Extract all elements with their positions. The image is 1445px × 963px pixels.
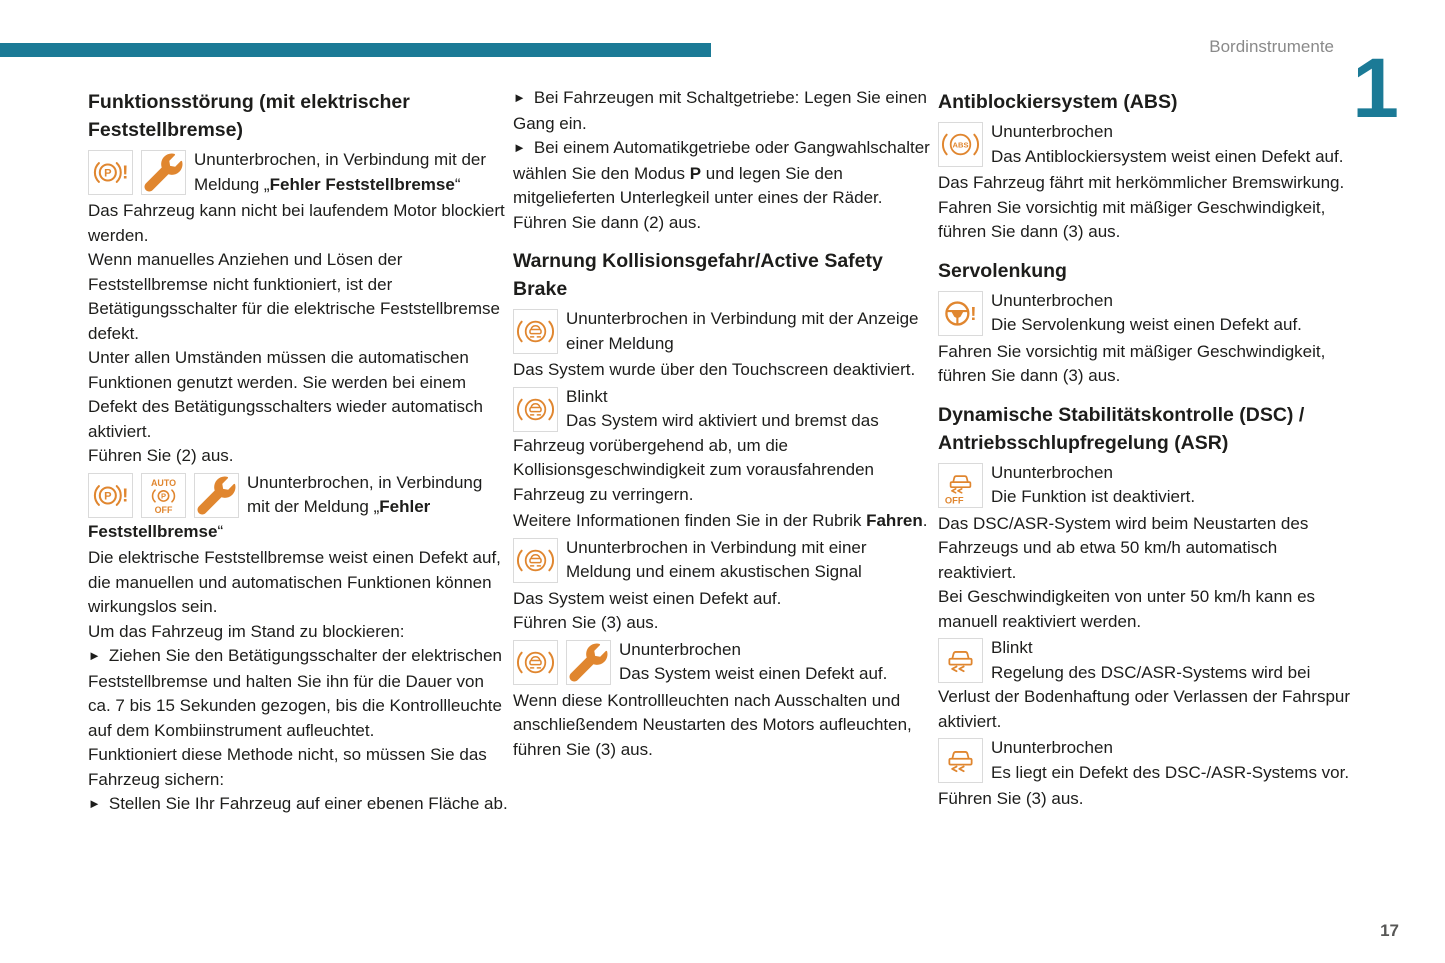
section-heading: Dynamische Stabilitätskontrolle (DSC) / Antriebsschlupfregelung (ASR): [938, 403, 1305, 454]
bullet-marker: ►: [513, 140, 526, 155]
indicator-row: [513, 638, 934, 687]
paragraph: [513, 136, 934, 211]
paragraph-text: Weitere Informationen finden Sie in der Rubrik Fahren.: [513, 511, 928, 530]
wrench-icon: [141, 150, 186, 195]
paragraph: [938, 340, 1359, 389]
bullet-marker: ►: [513, 90, 526, 105]
bullet-marker: ►: [88, 796, 101, 811]
esc-icon: [938, 638, 983, 683]
indicator-text: Es liegt ein Defekt des DSC-/ASR-Systems vor.: [991, 762, 1350, 782]
paragraph: [513, 211, 934, 236]
svg-text:!: !: [970, 302, 977, 324]
indicator-text: Das System wird aktiviert und bremst das Fahrzeug vorübergehend ab, um die Kollisionsgeschwindigkeit zum vorausfahrenden Fahrzeug zu verringern.: [513, 411, 879, 504]
abs-icon: [938, 122, 983, 167]
svg-text:ABS: ABS: [952, 140, 969, 150]
indicator-text: Das Antiblockiersystem weist einen Defekt auf.: [991, 146, 1344, 166]
indicator-status: Ununterbrochen: [991, 462, 1113, 482]
indicator-text: Die Servolenkung weist einen Defekt auf.: [991, 315, 1302, 334]
paragraph-text: Das DSC/ASR-System wird beim Neustarten des Fahrzeugs und ab etwa 50 km/h automatisch reaktiviert.: [938, 513, 1309, 582]
section-heading: Funktionsstörung (mit elektrischer Feststellbremse): [88, 91, 410, 141]
indicator-row: [88, 148, 509, 197]
indicator-row: [513, 307, 934, 356]
paragraph: [938, 787, 1359, 812]
paragraph: [513, 587, 934, 612]
svg-text:P: P: [104, 489, 112, 502]
paragraph: [88, 792, 509, 818]
indicator-text: Regelung des DSC/ASR-Systems wird bei Verlust der Bodenhaftung oder Verlassen der Fahrspur aktiviert.: [938, 662, 1351, 731]
indicator-status: Blinkt: [566, 386, 608, 406]
indicator-row: [938, 636, 1359, 734]
paragraph-text: Bei Fahrzeugen mit Schaltgetriebe: Legen Sie einen Gang ein.: [513, 88, 928, 133]
paragraph-text: Bei einem Automatikgetriebe oder Gangwahlschalter wählen Sie den Modus P und legen Sie den mitgelieferten Unterlegkeil unter eines der Räder.: [513, 138, 930, 207]
indicator-row: [938, 120, 1359, 169]
section-heading: Servolenkung: [938, 259, 1067, 282]
bullet-marker: ►: [88, 648, 101, 663]
paragraph-text: Das Fahrzeug fährt mit herkömmlicher Bremswirkung.: [938, 173, 1345, 192]
paragraph: [513, 358, 934, 383]
paragraph-text: Führen Sie (2) aus.: [88, 446, 234, 465]
paragraph-text: Wenn diese Kontrollleuchten nach Ausschalten und anschließendem Neustarten des Motors aufleuchten, führen Sie (3) aus.: [513, 690, 912, 759]
paragraph-text: Die elektrische Feststellbremse weist einen Defekt auf, die manuellen und automatischen Funktionen können wirkungslos sein.: [88, 548, 501, 616]
wrench-icon: [566, 640, 611, 685]
indicator-text: Ununterbrochen in Verbindung mit einer Meldung und einem akustischen Signal: [566, 537, 867, 581]
svg-text:OFF: OFF: [154, 504, 173, 515]
paragraph: [88, 199, 509, 248]
indicator-row: [513, 536, 934, 585]
svg-text:AUTO: AUTO: [150, 477, 177, 488]
active-safety-brake-icon: [513, 538, 558, 583]
paragraph: [88, 444, 509, 469]
indicator-status: Ununterbrochen: [991, 290, 1113, 310]
svg-text:!: !: [122, 484, 129, 506]
paragraph: [938, 196, 1359, 245]
esc-off-icon: [938, 463, 983, 508]
paragraph: [88, 546, 509, 620]
indicator-row: [938, 289, 1359, 338]
active-safety-brake-icon: [513, 640, 558, 685]
indicator-text: Das System weist einen Defekt auf.: [619, 664, 888, 683]
paragraph-text: Wenn manuelles Anziehen und Lösen der Feststellbremse nicht funktioniert, ist der Betätigungsschalter für die elektrische Feststellbremse defekt.: [88, 250, 500, 343]
paragraph-text: Funktioniert diese Methode nicht, so müssen Sie das Fahrzeug sichern:: [88, 745, 487, 789]
paragraph: [938, 585, 1359, 634]
column-2: [513, 86, 934, 818]
column-1: [88, 86, 509, 818]
paragraph-text: Das System weist einen Defekt auf.: [513, 588, 782, 608]
paragraph-text: Das Fahrzeug kann nicht bei laufendem Motor blockiert werden.: [88, 201, 505, 245]
auto-park-off-icon: [141, 473, 186, 518]
paragraph: [513, 86, 934, 136]
paragraph-text: Führen Sie (3) aus.: [513, 613, 659, 632]
paragraph: [88, 644, 509, 743]
top-accent-bar: [0, 43, 711, 57]
indicator-text: Die Funktion ist deaktiviert.: [991, 487, 1196, 506]
page-number: 17: [1380, 921, 1399, 940]
section-label: Bordinstrumente: [1209, 37, 1334, 56]
indicator-row: [88, 471, 509, 545]
paragraph: [513, 509, 934, 534]
paragraph-text: Stellen Sie Ihr Fahrzeug auf einer ebenen Fläche ab.: [108, 794, 508, 813]
parking-brake-fault-icon: [88, 473, 133, 518]
indicator-row: [938, 461, 1359, 510]
svg-text:OFF: OFF: [944, 494, 964, 505]
indicator-status: Ununterbrochen: [991, 738, 1113, 757]
indicator-status: Ununterbrochen: [619, 639, 741, 659]
paragraph-text: Führen Sie (3) aus.: [938, 789, 1084, 808]
paragraph: [88, 248, 509, 346]
paragraph-text: Bei Geschwindigkeiten von unter 50 km/h kann es manuell reaktiviert werden.: [938, 587, 1316, 631]
svg-text:P: P: [104, 167, 112, 180]
indicator-text: Ununterbrochen in Verbindung mit der Anzeige einer Meldung: [566, 309, 919, 353]
power-steering-icon: [938, 291, 983, 336]
column-3: [938, 86, 1359, 818]
chapter-number: 1: [1352, 41, 1399, 135]
paragraph-text: Um das Fahrzeug im Stand zu blockieren:: [88, 621, 405, 641]
wrench-icon: [194, 473, 239, 518]
section-heading: Warnung Kollisionsgefahr/Active Safety Brake: [513, 250, 883, 300]
indicator-text: Ununterbrochen, in Verbindung mit der Meldung „Fehler Feststellbremse“: [194, 150, 487, 194]
paragraph: [88, 620, 509, 645]
indicator-status: Ununterbrochen: [991, 122, 1113, 141]
paragraph-text: Ziehen Sie den Betätigungsschalter der elektrischen Feststellbremse und halten Sie ihn für die Dauer von ca. 7 bis 15 Sekunden gezogen, bis die Kontrollleuchte auf dem Kombiinstrument aufleuchtet.: [88, 646, 502, 740]
paragraph-text: Fahren Sie vorsichtig mit mäßiger Geschwindigkeit, führen Sie dann (3) aus.: [938, 341, 1326, 385]
paragraph: [88, 743, 509, 792]
paragraph-text: Unter allen Umständen müssen die automatischen Funktionen genutzt werden. Sie werden bei einem Defekt des Betätigungsschalters wieder automatisch aktiviert.: [88, 348, 483, 441]
active-safety-brake-icon: [513, 309, 558, 354]
section-heading: Antiblockiersystem (ABS): [938, 91, 1178, 113]
esc-icon: [938, 738, 983, 783]
svg-text:P: P: [160, 491, 167, 501]
paragraph-text: Führen Sie dann (2) aus.: [513, 212, 702, 232]
paragraph: [938, 512, 1359, 586]
indicator-text: Ununterbrochen, in Verbindung mit der Meldung „Fehler Feststellbremse“: [88, 472, 483, 541]
parking-brake-fault-icon: [88, 150, 133, 195]
paragraph-text: Fahren Sie vorsichtig mit mäßiger Geschwindigkeit, führen Sie dann (3) aus.: [938, 197, 1326, 241]
paragraph: [513, 689, 934, 763]
indicator-status: Blinkt: [991, 638, 1033, 657]
paragraph-text: Das System wurde über den Touchscreen deaktiviert.: [513, 360, 916, 379]
active-safety-brake-icon: [513, 387, 558, 432]
content-columns: [88, 86, 1359, 818]
paragraph: [513, 611, 934, 636]
svg-text:!: !: [122, 161, 129, 183]
paragraph: [938, 171, 1359, 196]
indicator-row: [938, 736, 1359, 785]
paragraph: [88, 346, 509, 444]
indicator-row: [513, 385, 934, 508]
